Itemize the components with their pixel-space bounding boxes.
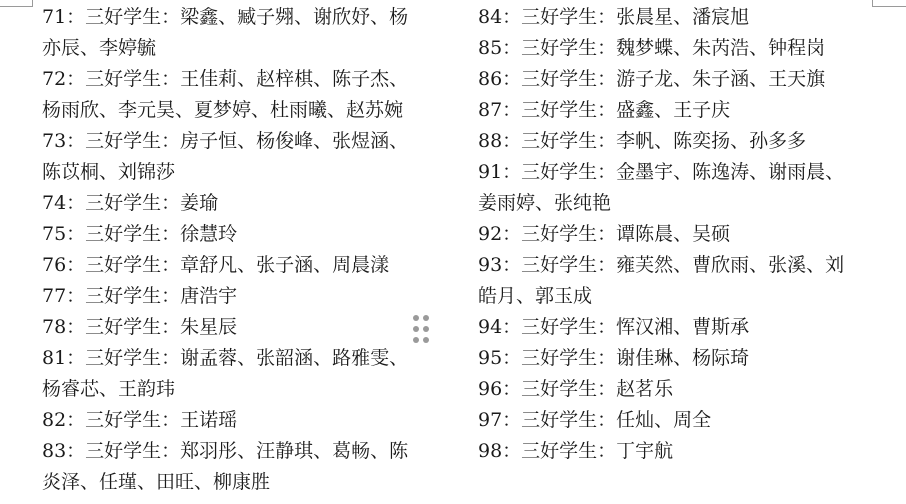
left-column bbox=[42, 2, 442, 498]
text-line: 88：三好学生：李帆、陈奕扬、孙多多 bbox=[478, 130, 807, 152]
text-line: 82：三好学生：王诺瑶 bbox=[42, 409, 238, 431]
text-line: 76：三好学生：章舒凡、张子涵、周晨漾 bbox=[42, 254, 390, 276]
text-line: 陈苡桐、刘锦莎 bbox=[42, 161, 176, 183]
text-line: 84：三好学生：张晨星、潘宸旭 bbox=[478, 6, 750, 28]
text-line: 96：三好学生：赵茗乐 bbox=[478, 378, 674, 400]
text-line: 71：三好学生：梁鑫、臧子翙、谢欣妤、杨 bbox=[42, 6, 409, 28]
text-line: 81：三好学生：谢孟蓉、张韶涵、路雅雯、 bbox=[42, 347, 409, 369]
text-line: 87：三好学生：盛鑫、王子庆 bbox=[478, 99, 731, 121]
drag-handle-icon[interactable] bbox=[410, 313, 432, 345]
text-line: 72：三好学生：王佳莉、赵梓棋、陈子杰、 bbox=[42, 68, 409, 90]
text-line: 75：三好学生：徐慧玲 bbox=[42, 223, 238, 245]
text-line: 95：三好学生：谢佳琳、杨际琦 bbox=[478, 347, 750, 369]
text-line: 杨雨欣、李元昊、夏梦婷、杜雨曦、赵苏婉 bbox=[42, 99, 404, 121]
text-line: 77：三好学生：唐浩宇 bbox=[42, 285, 238, 307]
text-line: 85：三好学生：魏梦蝶、朱芮浩、钟程岗 bbox=[478, 37, 826, 59]
text-line: 92：三好学生：谭陈晨、吴硕 bbox=[478, 223, 731, 245]
right-column bbox=[478, 2, 878, 467]
text-line: 97：三好学生：任灿、周全 bbox=[478, 409, 712, 431]
text-line: 78：三好学生：朱星辰 bbox=[42, 316, 238, 338]
text-line: 皓月、郭玉成 bbox=[478, 285, 593, 307]
text-line: 74：三好学生：姜瑜 bbox=[42, 192, 219, 214]
text-line: 93：三好学生：雍芙然、曹欣雨、张溪、刘 bbox=[478, 254, 845, 276]
text-line: 94：三好学生：恽汉湘、曹斯承 bbox=[478, 316, 750, 338]
text-line: 姜雨婷、张纯艳 bbox=[478, 192, 612, 214]
text-line: 亦辰、李婷毓 bbox=[42, 37, 157, 59]
text-line: 83：三好学生：郑羽彤、汪静琪、葛畅、陈 bbox=[42, 440, 409, 462]
text-line: 杨睿芯、王韵玮 bbox=[42, 378, 176, 400]
text-line: 73：三好学生：房子恒、杨俊峰、张煜涵、 bbox=[42, 130, 409, 152]
text-line: 炎泽、任瑾、田旺、柳康胜 bbox=[42, 471, 271, 493]
text-line: 91：三好学生：金墨宇、陈逸涛、谢雨晨、 bbox=[478, 161, 845, 183]
text-line: 86：三好学生：游子龙、朱子涵、王天旗 bbox=[478, 68, 826, 90]
text-line: 98：三好学生：丁宇航 bbox=[478, 440, 674, 462]
page-corner-mark-left bbox=[0, 0, 33, 7]
